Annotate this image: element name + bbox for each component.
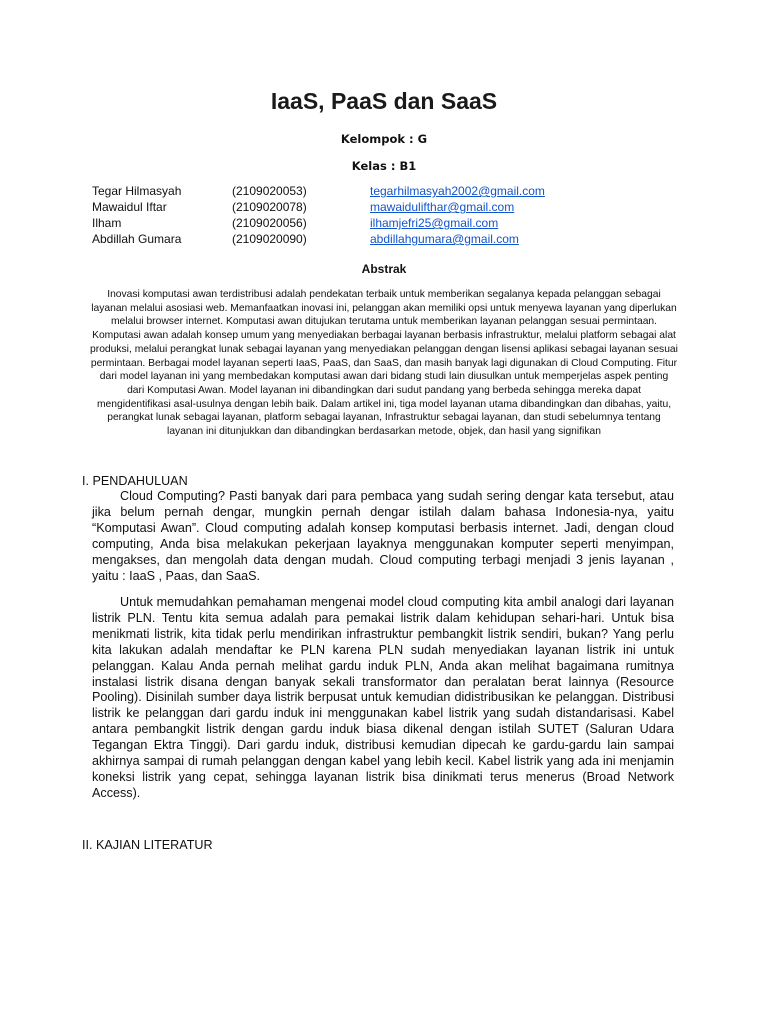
author-id: (2109020090) [232, 232, 307, 246]
intro-paragraph-2 [92, 595, 674, 802]
class-label: Kelas : B1 [351, 159, 417, 173]
author-id: (2109020078) [232, 200, 307, 214]
author-email-link[interactable]: tegarhilmasyah2002@gmail.com [370, 184, 545, 198]
author-name: Tegar Hilmasyah [92, 184, 182, 198]
intro-paragraph-2-text: Untuk memudahkan pemahaman mengenai model cloud computing kita ambil analogi dari layanan listrik PLN. Tentu kita semua adalah para pemakai listrik dalam kehidupan sehari-hari. Untuk bisa menikmati listrik, kita tidak perlu mendirikan infrastruktur pembangkit listrik sendiri, bukan? Yang perlu kita lakukan adalah mendaftar ke PLN karena PLN sudah menyediakan layanan listrik ini untuk pelanggan. Kalau Anda pernah melihat gardu induk PLN, Anda akan melihat bagaimana rumitnya instalasi listrik disana dengan banyak sekali transformator dan peralatan berat lainnya (Resource Pooling). Disinilah sumber daya listrik berpusat untuk kemudian didistribusikan ke pelanggan. Distribusi listrik ke pelanggan dari gardu induk ini menggunakan kabel listrik yang sudah distandarisasi. Kabel antara pembangkit listrik dengan gardu induk biasa dikenal dengan istilah SUTET (Saluran Udara Tegangan Ektra Tinggi). Dari gardu induk, distribusi kemudian dipecah ke gardu-gardu lain sampai akhirnya sampai di rumah pelanggan dengan kabel yang lebih kecil. Kabel listrik yang ada ini menjamin koneksi listrik yang cepat, sehingga layanan listrik bisa dinikmati terus menerus (Broad Network Access). [92, 595, 674, 800]
section-heading-introduction: I. PENDAHULUAN [82, 474, 188, 488]
author-row [92, 231, 652, 247]
paper-title: IaaS, PaaS dan SaaS [270, 88, 498, 114]
author-name: Mawaidul Iftar [92, 200, 167, 214]
section-heading-literature: II. KAJIAN LITERATUR [82, 838, 213, 852]
author-id: (2109020053) [232, 184, 307, 198]
group-label: Kelompok : G [340, 132, 428, 146]
author-email-link[interactable]: ilhamjefri25@gmail.com [370, 216, 499, 230]
intro-paragraph-1 [92, 489, 674, 584]
author-id: (2109020056) [232, 216, 307, 230]
intro-paragraph-1-text: Cloud Computing? Pasti banyak dari para pembaca yang sudah sering dengar kata tersebut, atau jika belum pernah dengar, mungkin pernah dengar istilah dalam bahasa Indonesia-nya, yaitu “Komputasi Awan”. Cloud computing adalah konsep komputasi berbasis internet. Jadi, dengan cloud computing, Anda bisa melakukan pekerjaan layaknya menggunakan komputer seperti menyimpan, mengakses, dan mengolah data dengan mudah. Cloud computing terbagi menjadi 3 jenis layanan , yaitu : IaaS , Paas, dan SaaS. [92, 489, 674, 583]
author-row [92, 215, 652, 231]
author-list [92, 183, 652, 247]
abstract-heading: Abstrak [361, 262, 407, 276]
author-row [92, 199, 652, 215]
author-row [92, 183, 652, 199]
author-email-link[interactable]: mawaidulifthar@gmail.com [370, 200, 515, 214]
abstract-text: Inovasi komputasi awan terdistribusi adalah pendekatan terbaik untuk memberikan segalanya kepada pelanggan sebagai layanan melalui asosiasi web. Memanfaatkan inovasi ini, pelanggan akan memiliki opsi untuk menyewa layanan yang diperlukan melalui browser internet. Komputasi awan ditujukan terutama untuk memberikan layanan pelanggan sesuai permintaan. Komputasi awan adalah konsep umum yang menyediakan berbagai layanan berbasis infrastruktur, melalui platform sebagai alat produksi, melalui perangkat lunak sebagai layanan yang menyediakan pelanggan dengan lisensi aplikasi sebagai layanan sesuai permintaan. Berbagai model layanan seperti IaaS, PaaS, dan SaaS, dan masih banyak lagi digunakan di Cloud Computing. Fitur dari model layanan ini yang membedakan komputasi awan dari bidang studi lain diusulkan untuk memperjelas aspek penting dari Komputasi Awan. Model layanan ini dibandingkan dari sudut pandang yang berbeda sehingga mereka dapat mengidentifikasi asal-usulnya dengan lebih baik. Dalam artikel ini, tiga model layanan utama dibandingkan dan dibahas, yaitu, perangkat lunak sebagai layanan, platform sebagai layanan, Infrastruktur sebagai layanan, dan studi sebelumnya tentang layanan ini ditunjukkan dan dibandingkan berdasarkan metode, objek, dan hasil yang signifikan [90, 289, 678, 438]
author-name: Abdillah Gumara [92, 232, 182, 246]
author-name: Ilham [92, 216, 122, 230]
author-email-link[interactable]: abdillahgumara@gmail.com [370, 232, 519, 246]
